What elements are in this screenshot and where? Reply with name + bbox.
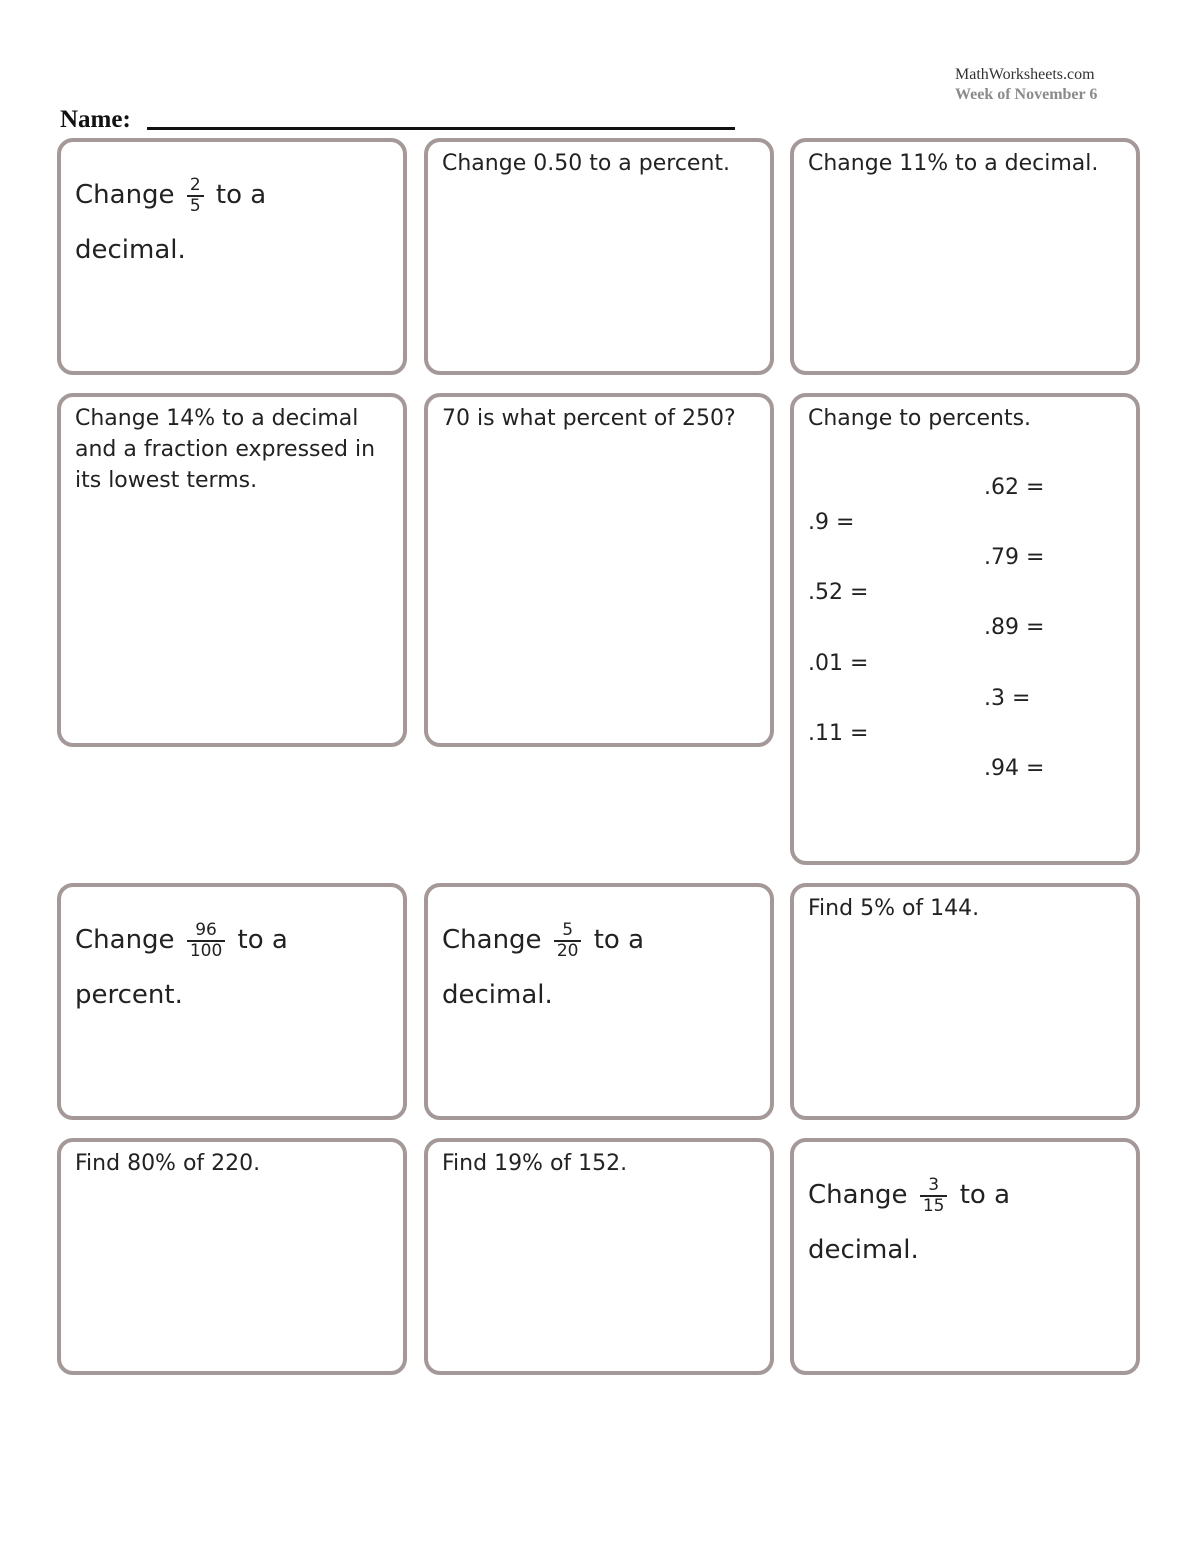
- fraction-numerator: 3: [920, 1176, 948, 1197]
- fraction-denominator: 100: [189, 940, 223, 961]
- problem-card-10: [57, 1138, 407, 1375]
- percent-item: .79 =: [984, 545, 1045, 570]
- problem-card-12: [790, 1138, 1140, 1375]
- problem-word: Change: [808, 1180, 908, 1210]
- percent-item: .52 =: [808, 580, 869, 605]
- percent-item: .94 =: [984, 756, 1045, 781]
- fraction-denominator: 20: [556, 940, 579, 961]
- problem-card-7: [57, 883, 407, 1120]
- problem-text: [442, 913, 760, 1023]
- problem-text: Change 0.50 to a percent.: [442, 151, 731, 176]
- problem-text: [75, 913, 393, 1023]
- problem-text: Find 19% of 152.: [442, 1151, 628, 1176]
- site-brand: MathWorksheets.com: [955, 66, 1095, 83]
- fraction-denominator: 15: [922, 1195, 945, 1216]
- fraction: [920, 1176, 948, 1216]
- week-label: Week of November 6: [955, 86, 1098, 103]
- percent-item: .9 =: [808, 510, 855, 535]
- fraction: [187, 921, 225, 961]
- problem-text: Change 14% to a decimal and a fraction expressed in its lowest terms.: [75, 406, 376, 493]
- problem-card-1: [57, 138, 407, 375]
- problem-word: to a: [215, 180, 267, 210]
- problem-card-9: [790, 883, 1140, 1120]
- problem-word: decimal.: [442, 980, 553, 1010]
- problem-card-5: [424, 393, 774, 747]
- problem-text: Find 80% of 220.: [75, 1151, 261, 1176]
- problem-word: to a: [959, 1180, 1011, 1210]
- problem-text: Change 11% to a decimal.: [808, 151, 1099, 176]
- fraction-numerator: 2: [187, 176, 204, 197]
- problem-card-3: [790, 138, 1140, 375]
- problem-card-11: [424, 1138, 774, 1375]
- problem-card-6: [790, 393, 1140, 865]
- problem-text: Change to percents.: [808, 406, 1032, 431]
- problem-text: [808, 1168, 1126, 1278]
- fraction: [187, 176, 204, 216]
- problem-word: Change: [442, 925, 542, 955]
- problem-text: Find 5% of 144.: [808, 896, 980, 921]
- problem-word: decimal.: [75, 235, 186, 265]
- problem-word: to a: [237, 925, 288, 955]
- problem-word: Change: [75, 925, 175, 955]
- percent-item: .62 =: [984, 475, 1045, 500]
- problem-word: Change: [75, 180, 175, 210]
- fraction: [554, 921, 582, 961]
- problem-card-2: [424, 138, 774, 375]
- name-label: Name:: [60, 106, 131, 133]
- problem-card-8: [424, 883, 774, 1120]
- fraction-numerator: 96: [187, 921, 225, 942]
- problem-text: 70 is what percent of 250?: [442, 406, 736, 431]
- problem-word: percent.: [75, 980, 183, 1010]
- percent-item: .3 =: [984, 686, 1031, 711]
- problem-card-4: [57, 393, 407, 747]
- percent-item: .11 =: [808, 721, 869, 746]
- name-line: [147, 127, 735, 130]
- fraction-denominator: 5: [189, 195, 201, 216]
- fraction-numerator: 5: [554, 921, 582, 942]
- problem-word: to a: [593, 925, 645, 955]
- percent-item: .01 =: [808, 651, 869, 676]
- problem-text: [75, 168, 393, 278]
- problem-word: decimal.: [808, 1235, 919, 1265]
- percent-item: .89 =: [984, 615, 1045, 640]
